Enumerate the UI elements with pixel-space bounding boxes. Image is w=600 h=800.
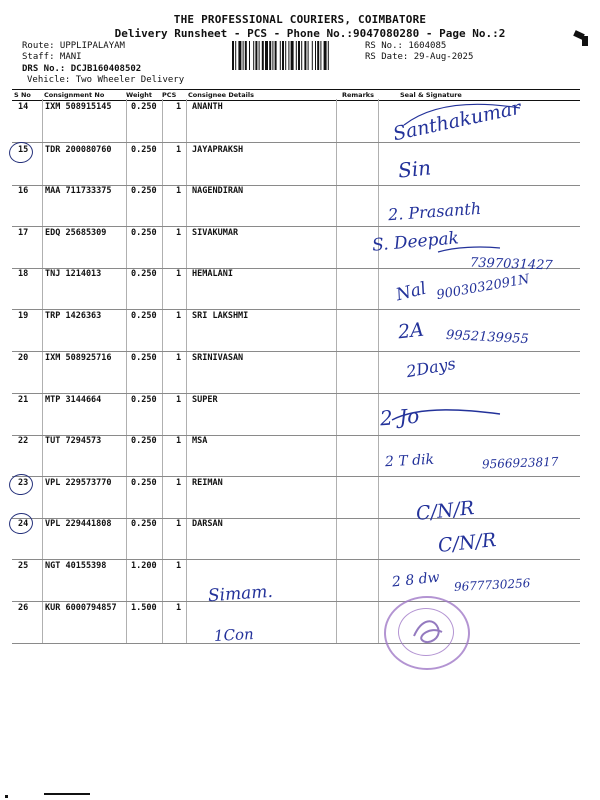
handwritten-signature: Santhakumar [391, 96, 523, 146]
handwritten-signature: 2A [396, 318, 425, 344]
row-consignment-no: MTP 3144664 [45, 395, 102, 405]
route-label: Route: UPPLIPALAYAM [22, 41, 125, 51]
handwritten-signature: S. Deepak [371, 228, 460, 256]
row-weight: 0.250 [131, 186, 157, 196]
handwritten-phone: 7397031427 [469, 255, 553, 274]
handwritten-signature: C/N/R [415, 497, 476, 525]
row-consignee: ANANTH [192, 102, 223, 112]
col-sno: S No [14, 91, 31, 99]
row-consignee: SUPER [192, 395, 218, 405]
handwritten-remark: Simam. [207, 581, 274, 607]
row-sno: 25 [18, 561, 29, 571]
col-remarks: Remarks [342, 91, 374, 99]
row-consignment-no: MAA 711733375 [45, 186, 112, 196]
row-sno: 24 [18, 519, 29, 529]
drs-label: DRS No.: DCJB160408502 [22, 64, 142, 74]
rs-date: RS Date: 29-Aug-2025 [365, 52, 474, 62]
row-consignment-no: KUR 6000794857 [45, 603, 117, 613]
row-sno: 19 [18, 311, 29, 321]
row-sno: 21 [18, 395, 29, 405]
row-weight: 0.250 [131, 436, 157, 446]
row-consignee: SRI LAKSHMI [192, 311, 249, 321]
handwritten-signature: Nal [394, 278, 429, 306]
handwritten-remark: 1Con [213, 624, 255, 646]
handwritten-signature: 2. Prasanth [387, 198, 482, 225]
row-pcs: 1 [176, 145, 182, 155]
handwritten-phone: 9952139955 [445, 327, 530, 348]
row-weight: 0.250 [131, 519, 157, 529]
row-pcs: 1 [176, 519, 182, 529]
runsheet-subtitle: Delivery Runsheet - PCS - Phone No.:9047080280 - Page No.:2 [114, 27, 506, 40]
row-weight: 0.250 [131, 353, 157, 363]
row-consignee: SRINIVASAN [192, 353, 244, 363]
row-weight: 0.250 [131, 311, 157, 321]
col-consignment: Consignment No [44, 91, 105, 99]
row-sno: 17 [18, 228, 29, 238]
row-pcs: 1 [176, 228, 182, 238]
row-consignment-no: IXM 508925716 [45, 353, 112, 363]
handwritten-signature: 2 8 dw [391, 569, 441, 591]
row-consignment-no: NGT 40155398 [45, 561, 107, 571]
company-title: THE PROFESSIONAL COURIERS, COIMBATORE [173, 13, 427, 26]
row-weight: 0.250 [131, 145, 157, 155]
row-pcs: 1 [176, 395, 182, 405]
row-weight: 0.250 [131, 395, 157, 405]
row-weight: 1.200 [131, 561, 157, 571]
vehicle-label: Vehicle: Two Wheeler Delivery [27, 75, 185, 85]
row-consignee: NAGENDIRAN [192, 186, 244, 196]
row-consignee: DARSAN [192, 519, 223, 529]
row-sno: 22 [18, 436, 29, 446]
row-consignment-no: TDR 200080760 [45, 145, 112, 155]
row-sno: 15 [18, 145, 29, 155]
row-pcs: 1 [176, 603, 182, 613]
row-weight: 1.500 [131, 603, 157, 613]
col-seal: Seal & Signature [400, 91, 462, 99]
company-seal-stamp [384, 596, 470, 670]
handwritten-signature: C/N/R [437, 529, 498, 557]
col-weight: Weight [126, 91, 152, 99]
handwritten-signature: 2 T dik [384, 451, 435, 471]
row-consignee: MSA [192, 436, 208, 446]
row-consignment-no: EDQ 25685309 [45, 228, 107, 238]
row-pcs: 1 [176, 186, 182, 196]
row-weight: 0.250 [131, 269, 157, 279]
row-weight: 0.250 [131, 102, 157, 112]
row-pcs: 1 [176, 436, 182, 446]
row-pcs: 1 [176, 269, 182, 279]
row-sno: 20 [18, 353, 29, 363]
row-pcs: 1 [176, 353, 182, 363]
row-pcs: 1 [176, 102, 182, 112]
row-sno: 26 [18, 603, 29, 613]
row-consignment-no: TNJ 1214013 [45, 269, 102, 279]
row-consignment-no: TUT 7294573 [45, 436, 102, 446]
row-consignment-no: TRP 1426363 [45, 311, 102, 321]
row-sno: 18 [18, 269, 29, 279]
row-consignment-no: VPL 229441808 [45, 519, 112, 529]
row-consignee: REIMAN [192, 478, 223, 488]
row-sno: 14 [18, 102, 29, 112]
row-sno: 16 [18, 186, 29, 196]
handwritten-phone: 9566923817 [481, 454, 559, 472]
row-pcs: 1 [176, 478, 182, 488]
handwritten-phone: 9003032091N [435, 271, 531, 304]
row-pcs: 1 [176, 311, 182, 321]
row-consignment-no: IXM 508915145 [45, 102, 112, 112]
row-weight: 0.250 [131, 478, 157, 488]
row-consignment-no: VPL 229573770 [45, 478, 112, 488]
row-weight: 0.250 [131, 228, 157, 238]
handwritten-signature: Sin [396, 155, 433, 183]
row-consignee: JAYAPRAKSH [192, 145, 244, 155]
handwritten-signature: 2 Jo [379, 403, 420, 431]
row-sno: 23 [18, 478, 29, 488]
rs-number: RS No.: 1604085 [365, 41, 447, 51]
handwritten-phone: 9677730256 [453, 576, 531, 594]
staff-label: Staff: MANI [22, 52, 82, 62]
handwritten-signature: 2Days [404, 353, 458, 382]
row-pcs: 1 [176, 561, 182, 571]
row-consignee: SIVAKUMAR [192, 228, 239, 238]
col-consignee: Consignee Details [188, 91, 254, 99]
row-consignee: HEMALANI [192, 269, 233, 279]
col-pcs: PCS [162, 91, 177, 99]
